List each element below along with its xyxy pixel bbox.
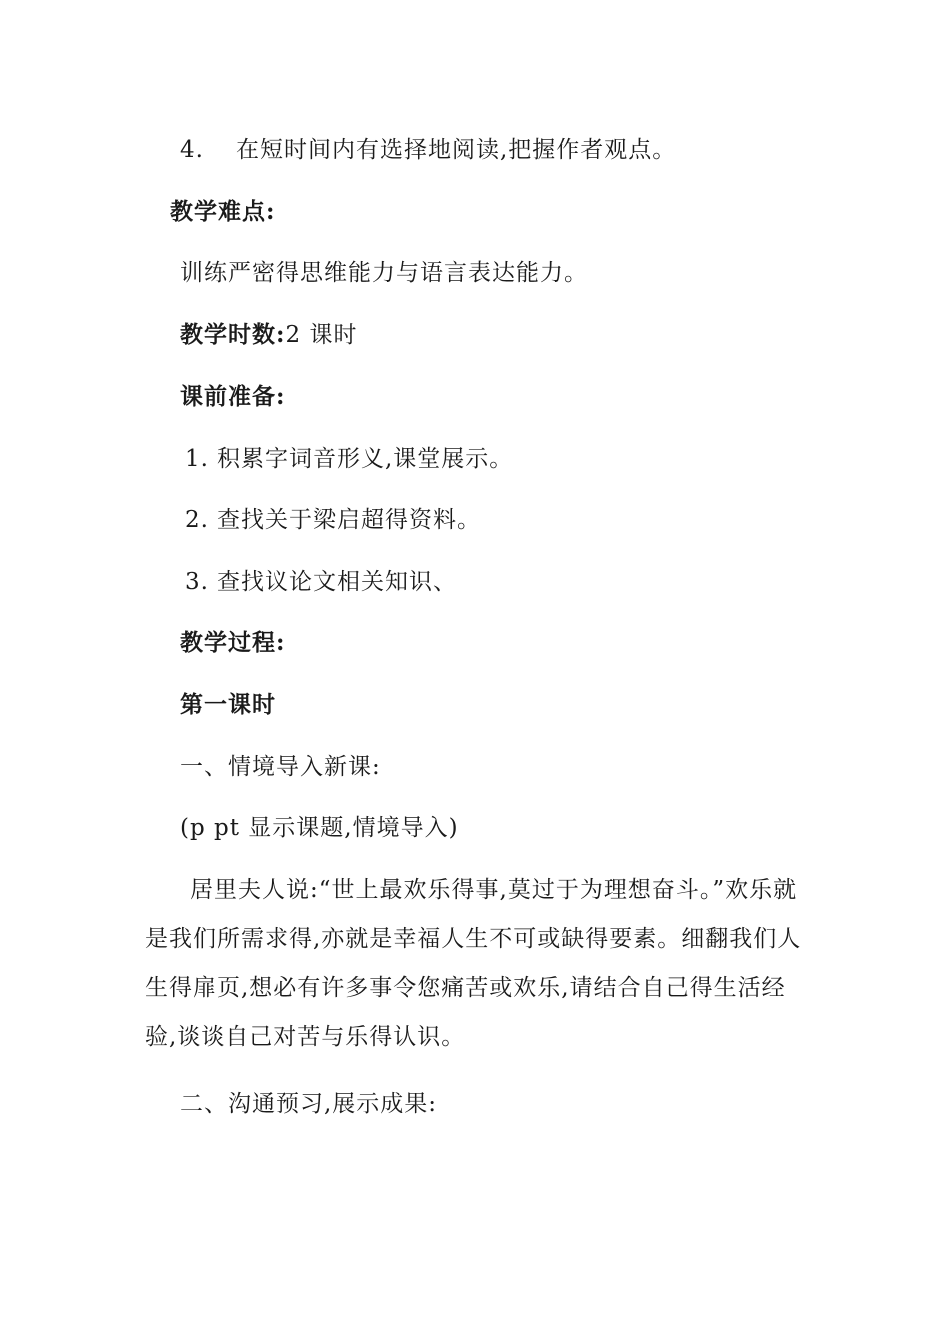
objective-item-4 [180, 135, 676, 165]
process-heading: 教学过程: [180, 629, 286, 656]
prep-item-number: 3. [185, 569, 209, 595]
prep-item-3 [185, 567, 457, 597]
teaching-hours [180, 320, 357, 350]
lesson-heading: 第一课时 [180, 691, 276, 718]
objective-number: 4. [180, 137, 204, 163]
prep-item-number: 2. [185, 507, 209, 533]
prep-item-text: 查找关于梁启超得资料。 [216, 507, 481, 533]
prep-item-1 [185, 444, 513, 474]
prep-item-text: 查找议论文相关知识、 [216, 569, 457, 595]
hours-value: 2 课时 [285, 322, 358, 348]
prep-item-2 [185, 505, 481, 535]
objective-text: 在短时间内有选择地阅读,把握作者观点。 [235, 137, 677, 163]
difficulty-text: 训练严密得思维能力与语言表达能力。 [180, 260, 588, 286]
prep-item-number: 1. [185, 446, 209, 472]
section-1-title: 一、情境导入新课: [180, 754, 381, 780]
section-1-paragraph: 居里夫人说:“世上最欢乐得事,莫过于为理想奋斗。”欢乐就是我们所需求得,亦就是幸福人生不可或缺得要素。细翻我们人生得扉页,想必有许多事令您痛苦或欢乐,请结合自己得生活经验,谈谈自己对苦与乐得认识。 [145, 877, 802, 1050]
section-1-note: (p pt 显示课题,情境导入) [180, 815, 459, 841]
difficulty-heading: 教学难点: [170, 198, 276, 225]
hours-label: 教学时数: [180, 321, 286, 348]
prep-item-text: 积累字词音形义,课堂展示。 [216, 446, 514, 472]
section-2-title: 二、沟通预习,展示成果: [180, 1091, 438, 1117]
prep-heading: 课前准备: [180, 383, 286, 410]
